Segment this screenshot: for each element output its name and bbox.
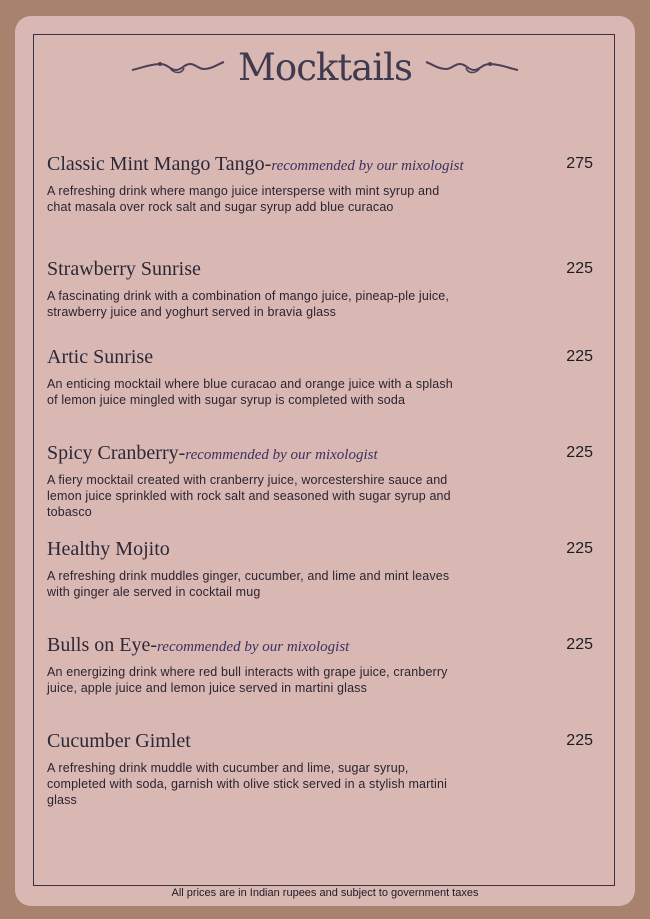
item-name: Strawberry Sunrise xyxy=(47,258,201,280)
menu-item xyxy=(47,346,617,408)
item-name: Classic Mint Mango Tango- xyxy=(47,153,272,175)
item-description: A refreshing drink muddle with cucumber and lime, sugar syrup, completed with soda, garnish with olive stick served in a stylish martini glass xyxy=(47,761,447,807)
item-price: 225 xyxy=(566,540,593,557)
menu-item xyxy=(47,153,617,215)
item-name: Bulls on Eye- xyxy=(47,634,157,656)
item-description: A refreshing drink muddles ginger, cucumber, and lime and mint leaves with ginger ale served in cocktail mug xyxy=(47,569,450,599)
page-title: Mocktails xyxy=(238,45,412,89)
menu-item xyxy=(47,442,617,520)
item-price: 225 xyxy=(566,260,593,277)
recommendation-note: recommended by our mixologist xyxy=(271,158,464,174)
item-price: 225 xyxy=(566,732,593,749)
menu-item xyxy=(47,634,617,696)
item-description: An energizing drink where red bull interacts with grape juice, cranberry juice, apple juice and lemon juice served in martini glass xyxy=(47,665,448,695)
menu-item xyxy=(47,258,617,320)
item-name: Spicy Cranberry- xyxy=(47,442,186,464)
item-name: Cucumber Gimlet xyxy=(47,730,191,752)
item-name: Healthy Mojito xyxy=(47,538,170,560)
right-flourish-icon xyxy=(424,54,520,80)
item-description: A fascinating drink with a combination of mango juice, pineap-ple juice, strawberry juice and yoghurt served in bravia glass xyxy=(47,289,449,319)
item-price: 225 xyxy=(566,636,593,653)
left-flourish-icon xyxy=(130,54,226,80)
item-name: Artic Sunrise xyxy=(47,346,154,368)
item-price: 275 xyxy=(566,155,593,172)
price-disclaimer: All prices are in Indian rupees and subject to government taxes xyxy=(171,887,479,899)
item-description: A refreshing drink where mango juice intersperse with mint syrup and chat masala over rock salt and sugar syrup add blue curacao xyxy=(47,184,440,214)
recommendation-note: recommended by our mixologist xyxy=(185,447,378,463)
recommendation-note: recommended by our mixologist xyxy=(157,639,350,655)
item-description: An enticing mocktail where blue curacao and orange juice with a splash of lemon juice mingled with sugar syrup is completed with soda xyxy=(47,377,453,407)
menu-item xyxy=(47,730,617,808)
menu-item xyxy=(47,538,617,600)
item-price: 225 xyxy=(566,348,593,365)
item-description: A fiery mocktail created with cranberry juice, worcestershire sauce and lemon juice sprinkled with rock salt and seasoned with sugar syrup and tobasco xyxy=(47,473,451,519)
menu-heading xyxy=(0,42,650,92)
item-price: 225 xyxy=(566,444,593,461)
